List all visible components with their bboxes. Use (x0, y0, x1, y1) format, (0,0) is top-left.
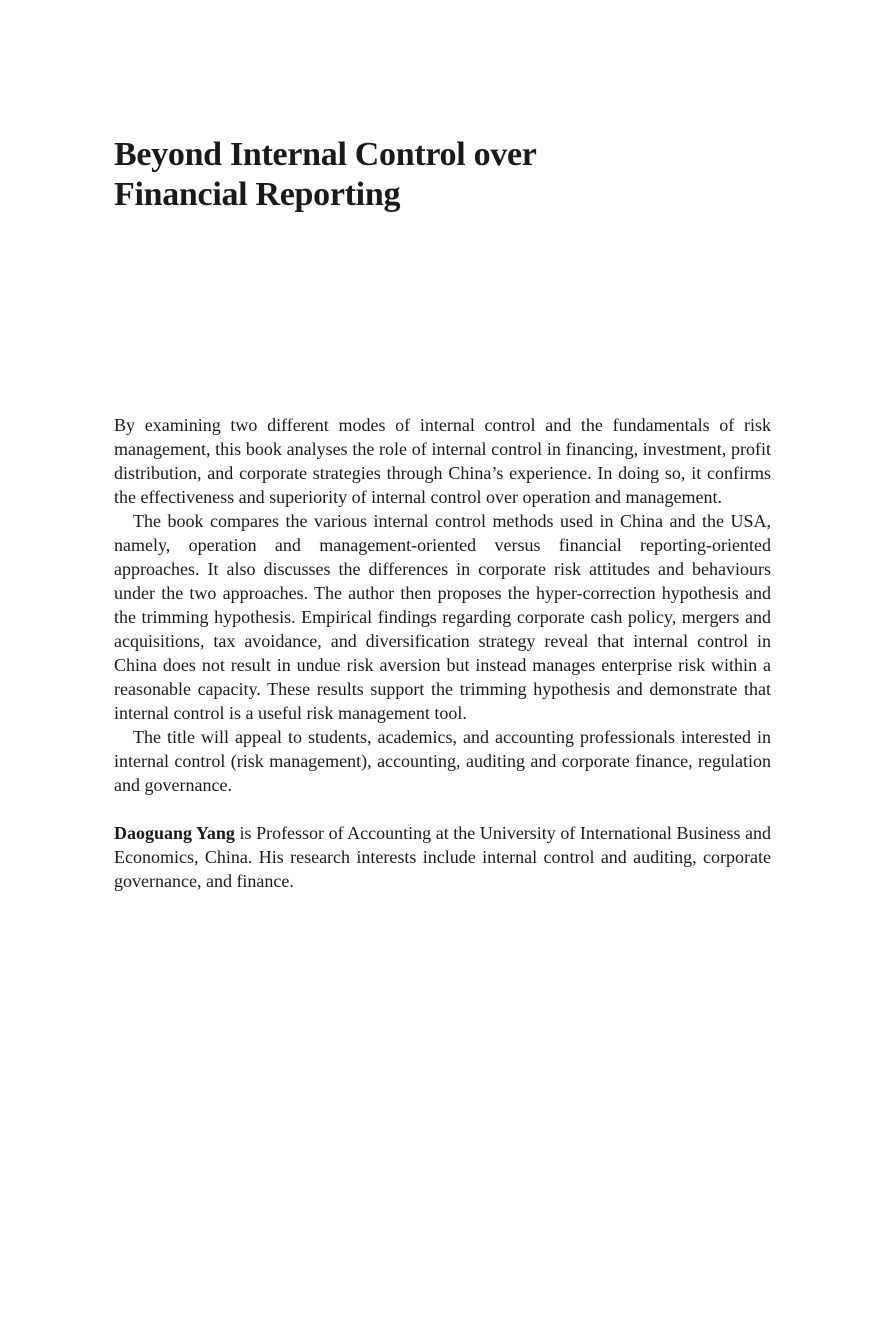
author-bio-text: is Professor of Accounting at the University of International Business and Economics, China. His research interests include internal control and auditing, corporate governance, and finance. (114, 823, 771, 891)
author-bio (114, 821, 771, 893)
book-title-line-2: Financial Reporting (114, 176, 401, 213)
author-name: Daoguang Yang (114, 823, 235, 843)
book-title (114, 135, 774, 215)
book-description (114, 413, 771, 893)
book-title-line-1: Beyond Internal Control over (114, 136, 537, 173)
description-paragraph-2: The book compares the various internal control methods used in China and the USA, namely, operation and management-oriented versus financial reporting-oriented approaches. It also discusses the differences in corporate risk attitudes and behaviours under the two approaches. The author then proposes the hyper-correction hypothesis and the trimming hypothesis. Empirical findings regarding corporate cash policy, mergers and acquisitions, tax avoidance, and diversification strategy reveal that internal control in China does not result in undue risk aversion but instead manages enterprise risk within a reasonable capacity. These results support the trimming hypothesis and demonstrate that internal control is a useful risk management tool. (114, 511, 771, 723)
description-paragraph-3: The title will appeal to students, academics, and accounting professionals interested in internal control (risk management), accounting, auditing and corporate finance, regulation and governance. (114, 727, 771, 795)
description-paragraph-1: By examining two different modes of internal control and the fundamentals of risk management, this book analyses the role of internal control in financing, investment, profit distribution, and corporate strategies through China’s experience. In doing so, it confirms the effectiveness and superiority of internal control over operation and management. (114, 415, 771, 507)
